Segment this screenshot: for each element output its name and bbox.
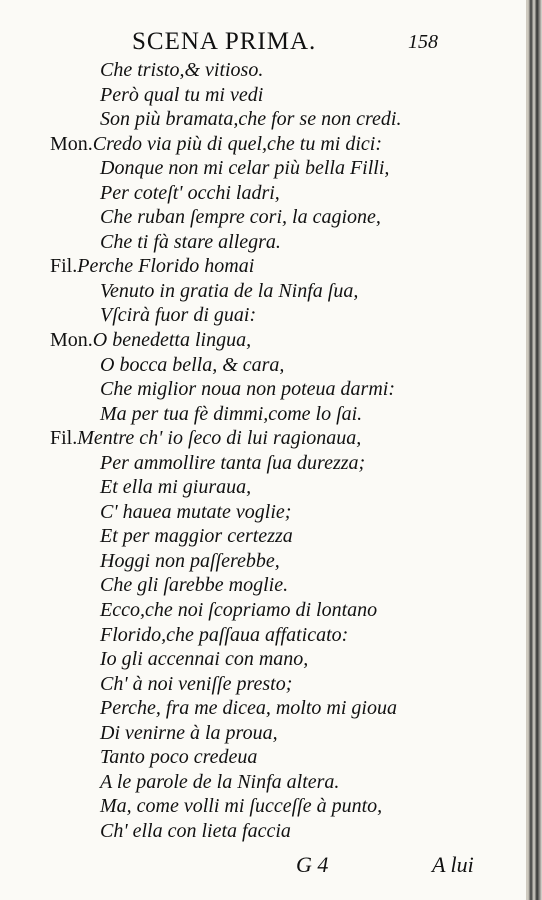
- line-text: Son più bramata,che for se non credi.: [100, 108, 402, 131]
- verse-line: [0, 205, 528, 230]
- line-text: Per ammollire tanta ſua durezza;: [100, 451, 366, 474]
- verse-line: [0, 353, 528, 378]
- line-text: Hoggi non paſſerebbe,: [100, 549, 280, 572]
- verse-line: [0, 770, 528, 795]
- verse-line: [0, 721, 528, 746]
- verse-line: [0, 402, 528, 427]
- verse-line: [0, 623, 528, 648]
- line-text: Ma per tua fè dimmi,come lo ſai.: [100, 402, 363, 425]
- verse-line: [0, 573, 528, 598]
- verse-line: [0, 279, 528, 304]
- line-text: A le parole de la Ninfa altera.: [100, 770, 340, 793]
- line-text: C' haueа mutate voglie;: [100, 500, 292, 523]
- line-text: Io gli accennai con mano,: [100, 648, 309, 671]
- line-text: Et ella mi giuraua,: [100, 476, 252, 499]
- verse-line: [0, 230, 528, 255]
- speaker-name: Fil.: [50, 427, 78, 450]
- line-text: O benedetta lingua,: [92, 329, 252, 352]
- verse-line: [0, 500, 528, 525]
- line-text: Tanto poco credeua: [100, 746, 258, 769]
- verse-line: [0, 58, 528, 83]
- verse-line: [0, 377, 528, 402]
- verse-line: [0, 156, 528, 181]
- line-text: Ecco,che noi ſcopriamo di lontano: [100, 599, 378, 622]
- line-text: Credo via più di quel,che tu mi dici:: [92, 132, 382, 155]
- scene-title: SCENA PRIMA.: [132, 28, 317, 55]
- line-text: Perche, fra me dicea, molto mi gioua: [100, 697, 397, 720]
- line-text: Ch' à noi veniſſe presto;: [100, 672, 293, 695]
- catchword: A lui: [432, 852, 474, 877]
- line-text: Che ti fà stare allegra.: [100, 230, 281, 253]
- verse-line: [0, 475, 528, 500]
- line-text: Che miglior noua non poteua darmi:: [100, 378, 395, 401]
- speaker-line: [0, 132, 528, 157]
- line-text: Venuto in gratia de la Ninfa ſua,: [100, 279, 359, 302]
- line-text: Per coteſt' occhi ladri,: [100, 181, 280, 204]
- speaker-name: Fil.: [50, 255, 78, 278]
- verse-line: [0, 524, 528, 549]
- line-text: Che gli ſarebbe moglie.: [100, 574, 289, 597]
- verse-line: [0, 303, 528, 328]
- verse-line: [0, 451, 528, 476]
- line-text: Florido,che paſſaua affaticato:: [100, 623, 349, 646]
- signature-mark: G 4: [296, 852, 329, 877]
- line-text: Però qual tu mi vedi: [100, 83, 264, 106]
- verse-line: [0, 181, 528, 206]
- verse-line: [0, 598, 528, 623]
- line-text: Perche Florido homai: [77, 255, 255, 278]
- verse-line: [0, 672, 528, 697]
- line-text: Che tristo,& vitioso.: [100, 59, 264, 81]
- speaker-line: [0, 328, 528, 353]
- page-footer: [0, 852, 528, 882]
- line-text: Di venirne à la proua,: [100, 721, 278, 744]
- page-number: 158: [408, 31, 438, 53]
- verse-line: [0, 647, 528, 672]
- speaker-line: [0, 254, 528, 279]
- verse-line: [0, 794, 528, 819]
- line-text: O bocca bella, & cara,: [100, 353, 285, 376]
- verse-line: [0, 696, 528, 721]
- line-text: Mentre ch' io ſeco di lui ragionaua,: [77, 427, 362, 450]
- verse-line: [0, 107, 528, 132]
- page-header: [0, 28, 528, 62]
- speaker-name: Mon.: [50, 132, 93, 155]
- verse-line: [0, 549, 528, 574]
- verse-text: [0, 58, 528, 844]
- speaker-line: [0, 426, 528, 451]
- book-gutter: [528, 0, 542, 900]
- line-text: Ch' ella con lieta faccia: [100, 819, 291, 842]
- verse-line: [0, 819, 528, 844]
- line-text: Che ruban ſempre cori, la cagione,: [100, 206, 381, 229]
- line-text: Ma, come volli mi ſucceſſe à punto,: [100, 795, 383, 818]
- verse-line: [0, 83, 528, 108]
- line-text: Et per maggior certezza: [100, 525, 293, 548]
- verse-line: [0, 745, 528, 770]
- line-text: Donque non mi celar più bella Filli,: [100, 157, 390, 180]
- line-text: Vſcirà fuor di guai:: [100, 304, 257, 327]
- speaker-name: Mon.: [50, 329, 93, 352]
